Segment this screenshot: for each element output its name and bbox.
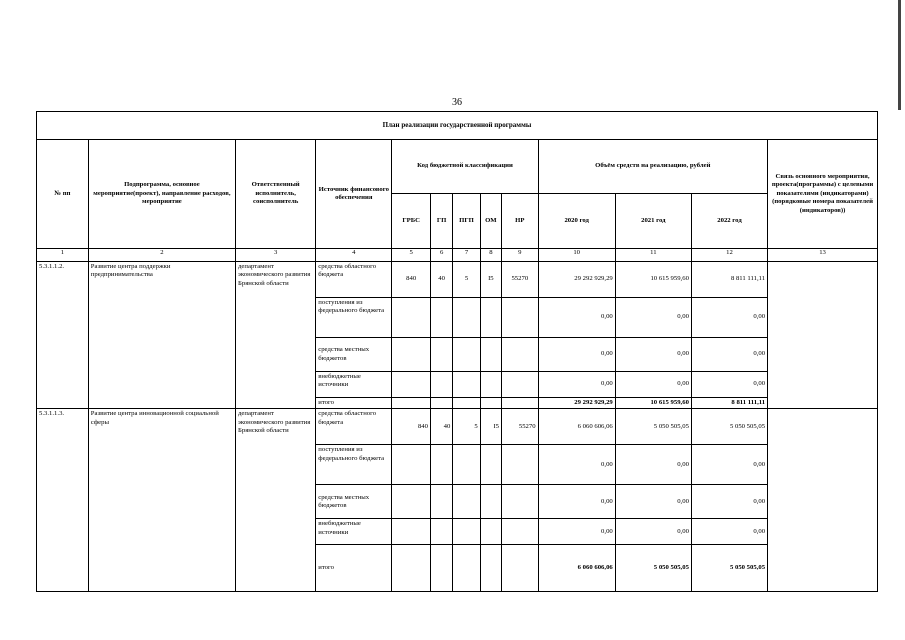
- header-gp: ГП: [430, 194, 452, 249]
- column-number: 13: [768, 249, 878, 262]
- code-nr: 55270: [502, 409, 539, 445]
- value-2021: 0,00: [615, 372, 691, 398]
- table-title: План реализации государственной программы: [37, 112, 878, 140]
- source-label: внебюджетные источники: [316, 519, 392, 545]
- program-plan-table: [36, 111, 878, 592]
- code-om: I5: [480, 409, 501, 445]
- value-2020: 0,00: [538, 519, 615, 545]
- header-grbs: ГРБС: [392, 194, 431, 249]
- column-number: 1: [37, 249, 89, 262]
- value-2020: 0,00: [538, 445, 615, 485]
- column-number: 8: [480, 249, 501, 262]
- column-number: 9: [502, 249, 539, 262]
- header-funds: Объём средств на реализацию, рублей: [538, 140, 767, 194]
- page-edge-mark: [898, 0, 901, 110]
- source-label: средства местных бюджетов: [316, 338, 392, 372]
- column-number: 12: [691, 249, 767, 262]
- source-label: поступления из федерального бюджета: [316, 445, 392, 485]
- code-pgp: 5: [453, 262, 480, 298]
- value-2020: 0,00: [538, 298, 615, 338]
- total-2021: 10 615 959,60: [615, 398, 691, 409]
- header-link: Связь основного мероприятия, проекта(программы) с целевыми показателями (индикаторами) (порядковые номера показателей (индикаторов)): [768, 140, 878, 249]
- column-number: 3: [236, 249, 316, 262]
- total-2021: 5 050 505,05: [615, 545, 691, 592]
- source-label: внебюджетные источники: [316, 372, 392, 398]
- source-label: итого: [316, 545, 392, 592]
- code-grbs: 840: [392, 409, 431, 445]
- code-gp: 40: [430, 409, 452, 445]
- header-num: № пп: [37, 140, 89, 249]
- value-2022: 0,00: [691, 445, 767, 485]
- source-label: поступления из федерального бюджета: [316, 298, 392, 338]
- page-number: 36: [452, 97, 462, 108]
- code-gp: 40: [430, 262, 452, 298]
- value-2022: 8 811 111,11: [691, 262, 767, 298]
- column-number: 10: [538, 249, 615, 262]
- code-nr: 55270: [502, 262, 539, 298]
- header-budget-code: Код бюджетной классификации: [392, 140, 538, 194]
- total-2022: 5 050 505,05: [691, 545, 767, 592]
- header-2022: 2022 год: [691, 194, 767, 249]
- table-row: [37, 409, 878, 445]
- code-grbs: 840: [392, 262, 431, 298]
- header-pgp: ПГП: [453, 194, 480, 249]
- value-2021: 0,00: [615, 485, 691, 519]
- header-subprogram: Подпрограмма, основное мероприятие(проект), направление расходов, мероприятие: [88, 140, 235, 249]
- value-2022: 0,00: [691, 338, 767, 372]
- value-2022: 0,00: [691, 519, 767, 545]
- source-label: итого: [316, 398, 392, 409]
- value-2021: 0,00: [615, 445, 691, 485]
- column-number: 11: [615, 249, 691, 262]
- source-label: средства местных бюджетов: [316, 485, 392, 519]
- value-2020: 29 292 929,29: [538, 262, 615, 298]
- indicator-link: [768, 409, 878, 592]
- table-row: [37, 262, 878, 298]
- activity-name: Развитие центра поддержки предпринимательства: [88, 262, 235, 409]
- code-om: I5: [480, 262, 501, 298]
- column-number: 6: [430, 249, 452, 262]
- value-2021: 10 615 959,60: [615, 262, 691, 298]
- activity-name: Развитие центра инновационной социальной сферы: [88, 409, 235, 592]
- indicator-link: [768, 262, 878, 409]
- row-number: 5.3.1.1.3.: [37, 409, 89, 592]
- value-2020: 0,00: [538, 338, 615, 372]
- value-2022: 0,00: [691, 372, 767, 398]
- header-2021: 2021 год: [615, 194, 691, 249]
- value-2021: 0,00: [615, 298, 691, 338]
- value-2021: 0,00: [615, 338, 691, 372]
- executor: департамент экономического развития Брянской области: [236, 409, 316, 592]
- header-2020: 2020 год: [538, 194, 615, 249]
- column-number: 5: [392, 249, 431, 262]
- executor: департамент экономического развития Брянской области: [236, 262, 316, 409]
- source-label: средства областного бюджета: [316, 262, 392, 298]
- total-2020: 29 292 929,29: [538, 398, 615, 409]
- value-2020: 0,00: [538, 485, 615, 519]
- value-2020: 0,00: [538, 372, 615, 398]
- value-2021: 5 050 505,05: [615, 409, 691, 445]
- value-2022: 0,00: [691, 298, 767, 338]
- header-om: ОМ: [480, 194, 501, 249]
- column-number: 4: [316, 249, 392, 262]
- code-pgp: 5: [453, 409, 480, 445]
- header-source: Источник финансового обеспечения: [316, 140, 392, 249]
- source-label: средства областного бюджета: [316, 409, 392, 445]
- header-nr: НР: [502, 194, 539, 249]
- header-executor: Ответственный исполнитель, соисполнитель: [236, 140, 316, 249]
- value-2020: 6 060 606,06: [538, 409, 615, 445]
- column-number: 7: [453, 249, 480, 262]
- value-2021: 0,00: [615, 519, 691, 545]
- total-2020: 6 060 606,06: [538, 545, 615, 592]
- column-number: 2: [88, 249, 235, 262]
- value-2022: 0,00: [691, 485, 767, 519]
- row-number: 5.3.1.1.2.: [37, 262, 89, 409]
- total-2022: 8 811 111,11: [691, 398, 767, 409]
- value-2022: 5 050 505,05: [691, 409, 767, 445]
